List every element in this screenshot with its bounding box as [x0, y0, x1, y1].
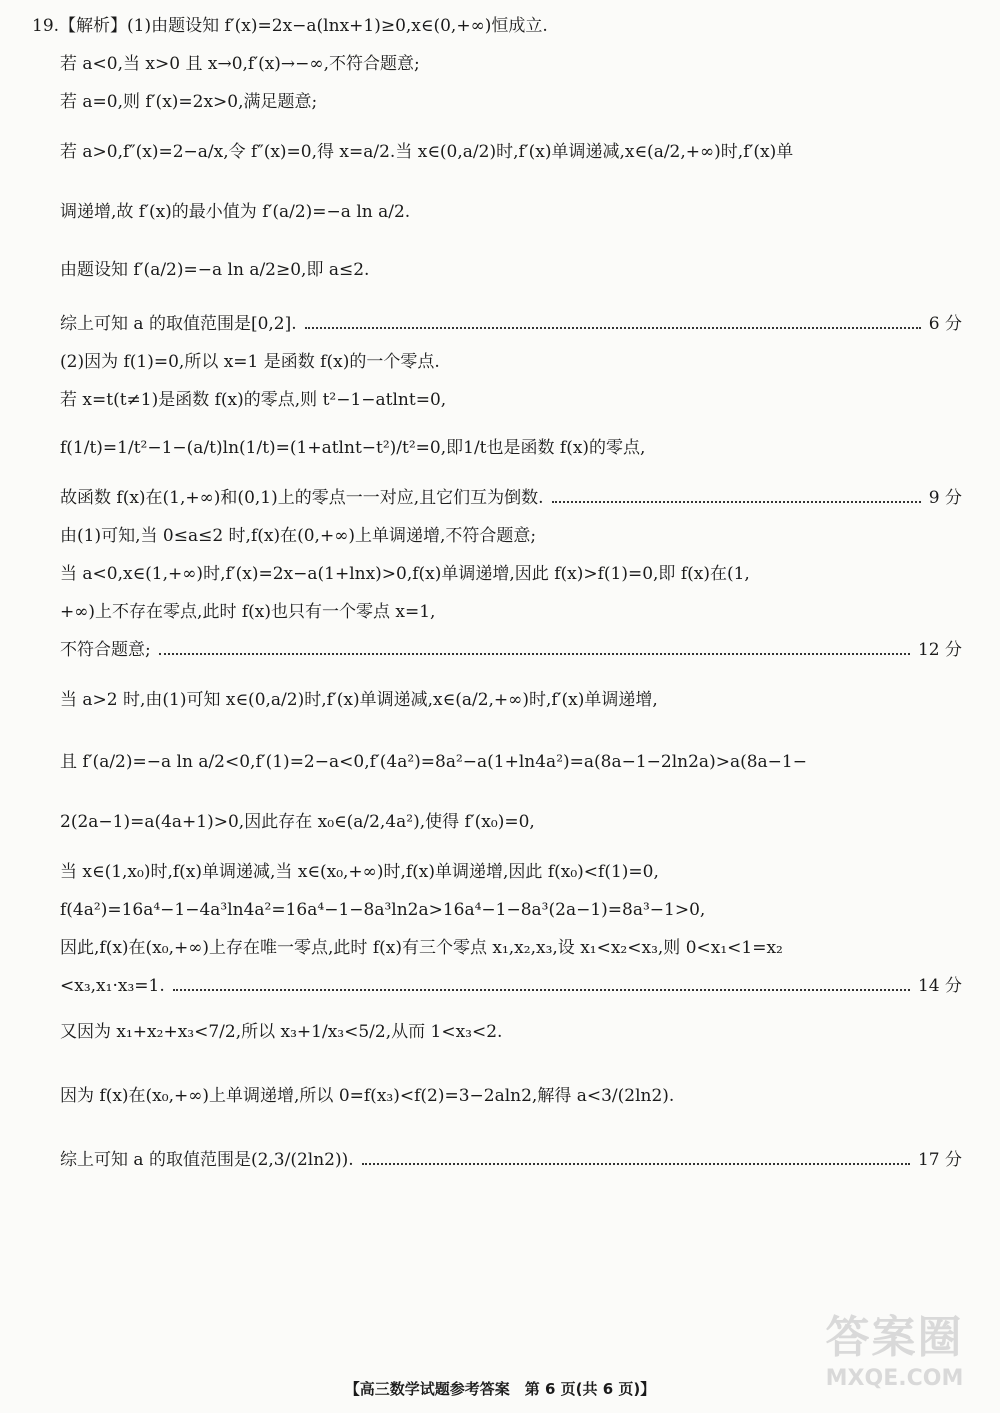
watermark-top-text: 答案圈: [825, 1312, 964, 1363]
solution-line: [60, 140, 962, 164]
solution-line: [60, 90, 962, 114]
solution-line: [60, 350, 962, 374]
solution-line-text: 综上可知 a 的取值范围是[0,2].: [60, 314, 297, 334]
solution-line: [60, 638, 962, 662]
solution-line: [60, 1148, 962, 1172]
solution-line-text: 当 a<0,x∈(1,+∞)时,f′(x)=2x−a(1+lnx)>0,f(x)单调递增,因此 f(x)>f(1)=0,即 f(x)在(1,: [60, 564, 750, 584]
score-label: 9 分: [928, 488, 962, 508]
score-label: 12 分: [917, 640, 962, 660]
solution-line-text: 若 a>0,f″(x)=2−a/x,令 f″(x)=0,得 x=a/2.当 x∈(0,a/2)时,f′(x)单调递减,x∈(a/2,+∞)时,f′(x)单: [60, 142, 794, 162]
solution-line-text: 由题设知 f′(a/2)=−a ln a/2≥0,即 a≤2.: [60, 260, 370, 280]
solution-line-text: 调递增,故 f′(x)的最小值为 f′(a/2)=−a ln a/2.: [60, 202, 411, 222]
score-label: 17 分: [917, 1150, 962, 1170]
solution-line-text: +∞)上不存在零点,此时 f(x)也只有一个零点 x=1,: [60, 602, 436, 622]
watermark-logo: [807, 1310, 982, 1405]
dot-leader: [159, 653, 910, 655]
solution-line-text: 又因为 x₁+x₂+x₃<7/2,所以 x₃+1/x₃<5/2,从而 1<x₃<2.: [60, 1022, 503, 1042]
solution-line: [60, 312, 962, 336]
dot-leader: [173, 989, 910, 991]
solution-line: [60, 1084, 962, 1108]
solution-line: [60, 436, 962, 460]
score-label: 6 分: [928, 314, 962, 334]
solution-line-text: 若 a<0,当 x>0 且 x→0,f′(x)→−∞,不符合题意;: [60, 54, 420, 74]
solution-line: [60, 600, 962, 624]
solution-line-text: 因为 f(x)在(x₀,+∞)上单调递增,所以 0=f(x₃)<f(2)=3−2aln2,解得 a<3/(2ln2).: [60, 1086, 675, 1106]
solution-line-text: 当 x∈(1,x₀)时,f(x)单调递减,当 x∈(x₀,+∞)时,f(x)单调递增,因此 f(x₀)<f(1)=0,: [60, 862, 659, 882]
solution-line: [60, 750, 962, 774]
solution-line-text: f(4a²)=16a⁴−1−4a³ln4a²=16a⁴−1−8a³ln2a>16a⁴−1−8a³(2a−1)=8a³−1>0,: [60, 900, 706, 920]
solution-line-text: <x₃,x₁·x₃=1.: [60, 976, 165, 996]
solution-line: [60, 200, 962, 224]
solution-line: [60, 388, 962, 412]
solution-line: [60, 810, 962, 834]
solution-line-text: 当 a>2 时,由(1)可知 x∈(0,a/2)时,f′(x)单调递减,x∈(a/2,+∞)时,f′(x)单调递增,: [60, 690, 658, 710]
solution-line-text: 综上可知 a 的取值范围是(2,3/(2ln2)).: [60, 1150, 354, 1170]
solution-line-text: 故函数 f(x)在(1,+∞)和(0,1)上的零点一一对应,且它们互为倒数.: [60, 488, 544, 508]
watermark-bottom-text: MXQE.COM: [825, 1366, 964, 1391]
solution-line-text: 因此,f(x)在(x₀,+∞)上存在唯一零点,此时 f(x)有三个零点 x₁,x₂,x₃,设 x₁<x₂<x₃,则 0<x₁<1=x₂: [60, 938, 783, 958]
solution-line: [60, 52, 962, 76]
solution-line: [60, 524, 962, 548]
solution-line-text: 19.【解析】(1)由题设知 f′(x)=2x−a(lnx+1)≥0,x∈(0,+∞)恒成立.: [32, 16, 548, 36]
solution-line: [60, 258, 962, 282]
solution-line-text: f(1/t)=1/t²−1−(a/t)ln(1/t)=(1+atlnt−t²)/t²=0,即1/t也是函数 f(x)的零点,: [60, 438, 646, 458]
solution-line: [60, 974, 962, 998]
solution-line-text: 且 f′(a/2)=−a ln a/2<0,f′(1)=2−a<0,f′(4a²)=8a²−a(1+ln4a²)=a(8a−1−2ln2a)>a(8a−1−: [60, 752, 807, 772]
solution-line: [60, 898, 962, 922]
solution-line: [60, 936, 962, 960]
solution-line-text: 若 x=t(t≠1)是函数 f(x)的零点,则 t²−1−atlnt=0,: [60, 390, 447, 410]
page-footer: 【高三数学试题参考答案 第 6 页(共 6 页)】: [344, 1380, 656, 1398]
solution-line: [32, 14, 962, 38]
solution-line-text: 2(2a−1)=a(4a+1)>0,因此存在 x₀∈(a/2,4a²),使得 f′(x₀)=0,: [60, 812, 535, 832]
dot-leader: [362, 1163, 910, 1165]
solution-line: [60, 1020, 962, 1044]
solution-line: [60, 562, 962, 586]
solution-line: [60, 486, 962, 510]
solution-line: [60, 860, 962, 884]
solution-line-text: 不符合题意;: [60, 640, 151, 660]
solution-line: [60, 688, 962, 712]
dot-leader: [305, 327, 921, 329]
solution-line-text: 由(1)可知,当 0≤a≤2 时,f(x)在(0,+∞)上单调递增,不符合题意;: [60, 526, 537, 546]
solution-line-text: 若 a=0,则 f′(x)=2x>0,满足题意;: [60, 92, 318, 112]
dot-leader: [552, 501, 921, 503]
score-label: 14 分: [917, 976, 962, 996]
solution-line-text: (2)因为 f(1)=0,所以 x=1 是函数 f(x)的一个零点.: [60, 352, 440, 372]
